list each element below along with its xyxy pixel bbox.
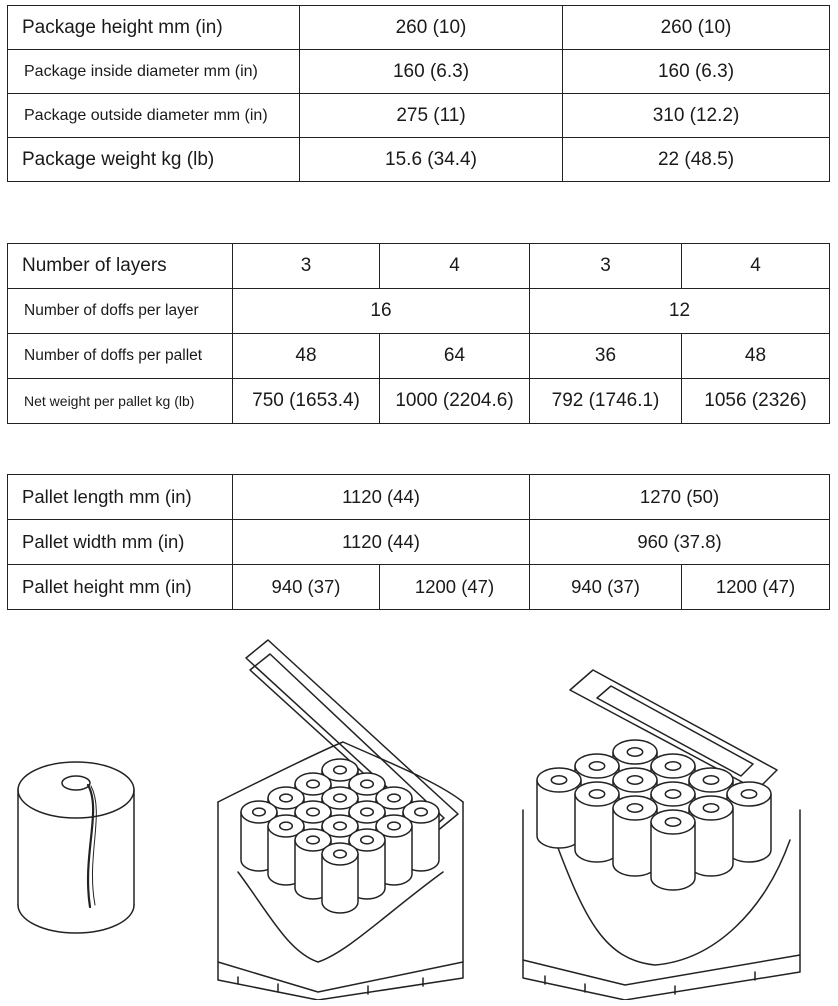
cell-value: 260 (10) [300, 6, 563, 50]
cell-value: 310 (12.2) [563, 94, 830, 138]
table-row [8, 50, 830, 94]
cell-value: 3 [233, 244, 380, 289]
table-row [8, 6, 830, 50]
row-label: Number of layers [8, 244, 233, 289]
package-dimensions-table [7, 5, 830, 182]
table-row [8, 475, 830, 520]
cell-value: 940 (37) [530, 565, 682, 610]
table-row [8, 94, 830, 138]
row-label: Pallet width mm (in) [8, 520, 233, 565]
cell-value: 1120 (44) [233, 475, 530, 520]
table-row [8, 565, 830, 610]
cell-value: 22 (48.5) [563, 138, 830, 182]
cell-value: 36 [530, 334, 682, 379]
cell-value: 1000 (2204.6) [380, 379, 530, 424]
cell-value: 1120 (44) [233, 520, 530, 565]
cell-value: 4 [682, 244, 830, 289]
table-row [8, 289, 830, 334]
cell-value: 1200 (47) [682, 565, 830, 610]
row-label: Package height mm (in) [8, 6, 300, 50]
row-label: Number of doffs per layer [8, 289, 233, 334]
cell-value: 1270 (50) [530, 475, 830, 520]
cell-value: 275 (11) [300, 94, 563, 138]
table-row [8, 520, 830, 565]
pallet-dimensions-table [7, 474, 830, 610]
cell-value: 960 (37.8) [530, 520, 830, 565]
row-label: Package outside diameter mm (in) [8, 94, 300, 138]
yarn-package-illustration [12, 755, 142, 945]
cell-value: 792 (1746.1) [530, 379, 682, 424]
cell-value: 48 [233, 334, 380, 379]
row-label: Net weight per pallet kg (lb) [8, 379, 233, 424]
table-row [8, 334, 830, 379]
layers-doffs-table [7, 243, 830, 424]
cell-value: 1200 (47) [380, 565, 530, 610]
row-label: Pallet length mm (in) [8, 475, 233, 520]
cell-value: 160 (6.3) [563, 50, 830, 94]
cell-value: 48 [682, 334, 830, 379]
table-row [8, 138, 830, 182]
table-row [8, 244, 830, 289]
cell-value: 750 (1653.4) [233, 379, 380, 424]
doff-cylinder [322, 843, 358, 913]
cell-value: 260 (10) [563, 6, 830, 50]
doff-cylinder [651, 810, 695, 890]
cell-value: 3 [530, 244, 682, 289]
cell-value: 16 [233, 289, 530, 334]
row-label: Number of doffs per pallet [8, 334, 233, 379]
pallet-16-doffs-illustration [198, 632, 488, 1000]
cell-value: 15.6 (34.4) [300, 138, 563, 182]
cell-value: 12 [530, 289, 830, 334]
cell-value: 1056 (2326) [682, 379, 830, 424]
table-row [8, 379, 830, 424]
cell-value: 64 [380, 334, 530, 379]
row-label: Package inside diameter mm (in) [8, 50, 300, 94]
pallet-12-doffs-illustration [515, 660, 815, 1000]
cell-value: 940 (37) [233, 565, 380, 610]
cell-value: 4 [380, 244, 530, 289]
cell-value: 160 (6.3) [300, 50, 563, 94]
row-label: Pallet height mm (in) [8, 565, 233, 610]
row-label: Package weight kg (lb) [8, 138, 300, 182]
